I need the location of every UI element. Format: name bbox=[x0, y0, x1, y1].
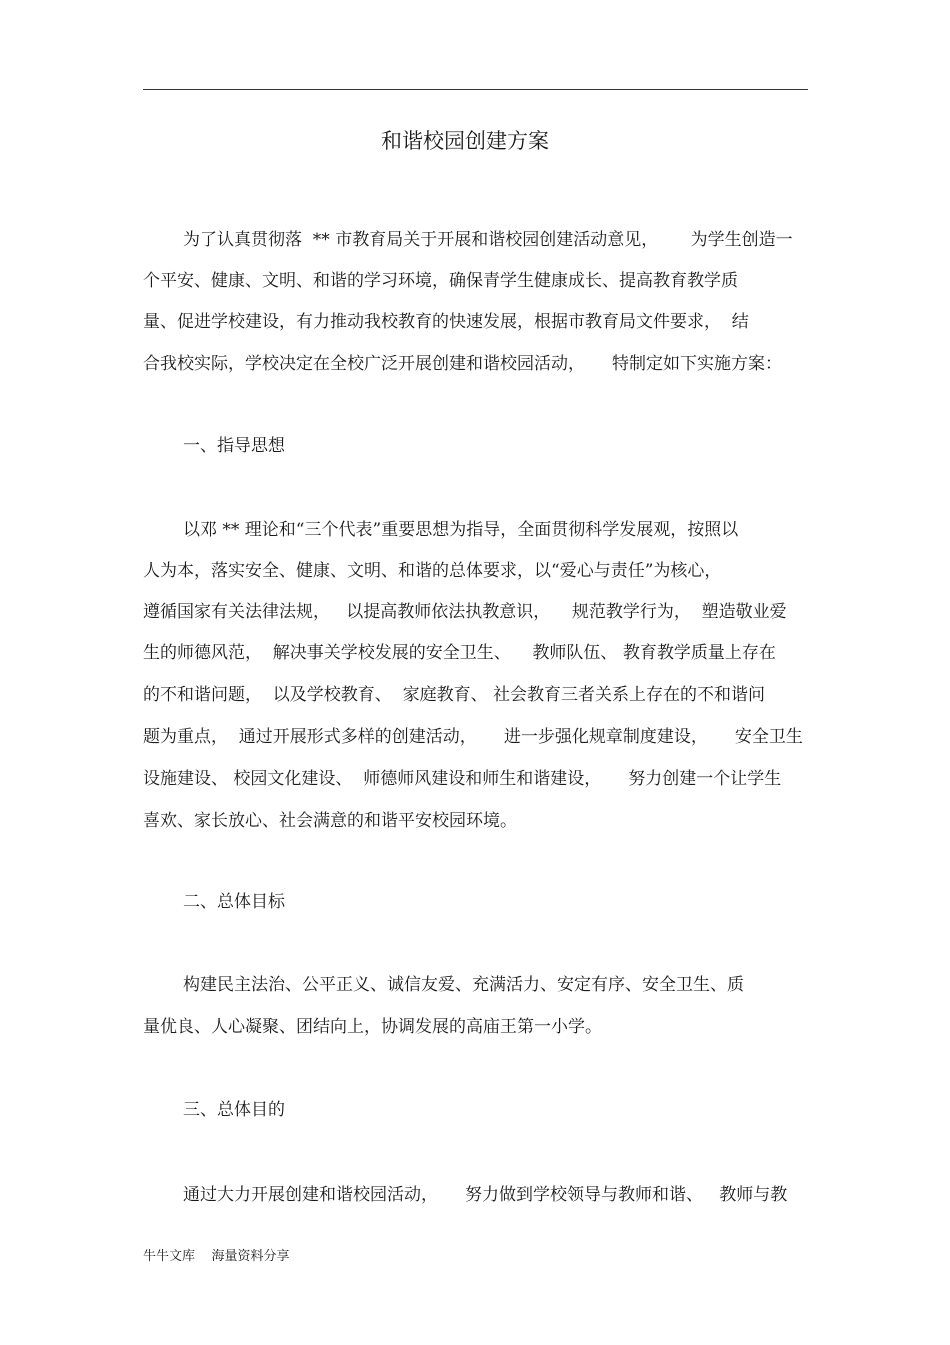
intro-line-1: 为了认真贯彻落 ** 市教育局关于开展和谐校园创建活动意见， 为学生创造一 bbox=[183, 230, 793, 250]
section-heading-guiding-thought: 一、指导思想 bbox=[183, 436, 285, 456]
section-heading-overall-goal: 二、总体目标 bbox=[183, 892, 285, 912]
section1-line-8: 喜欢、家长放心、社会满意的和谐平安校园环境。 bbox=[143, 811, 517, 831]
section1-line-2: 人为本，落实安全、健康、文明、和谐的总体要求，以“爱心与责任”为核心， bbox=[143, 561, 722, 581]
intro-line-4: 合我校实际，学校决定在全校广泛开展创建和谐校园活动， 特制定如下实施方案： bbox=[143, 354, 783, 374]
section2-line-2: 量优良、人心凝聚、团结向上，协调发展的高庙王第一小学。 bbox=[143, 1017, 602, 1037]
section2-line-1: 构建民主法治、公平正义、诚信友爱、充满活力、安定有序、安全卫生、质 bbox=[183, 975, 744, 995]
section1-line-3: 遵循国家有关法律法规， 以提高教师依法执教意识， 规范教学行为， 塑造敬业爱 bbox=[143, 602, 787, 622]
section3-line-1: 通过大力开展创建和谐校园活动， 努力做到学校领导与教师和谐、 教师与教 bbox=[183, 1185, 788, 1205]
intro-line-3: 量、促进学校建设，有力推动我校教育的快速发展，根据市教育局文件要求， 结 bbox=[143, 312, 749, 332]
page-footer: 牛牛文库 海量资料分享 bbox=[143, 1249, 290, 1264]
intro-line-2: 个平安、健康、文明、和谐的学习环境，确保青学生健康成长、提高教育教学质 bbox=[143, 271, 738, 291]
section1-line-6: 题为重点， 通过开展形式多样的创建活动， 进一步强化规章制度建设， 安全卫生 bbox=[143, 727, 803, 747]
header-rule bbox=[143, 89, 808, 90]
document-title: 和谐校园创建方案 bbox=[381, 129, 549, 153]
section1-line-5: 的不和谐问题， 以及学校教育、 家庭教育、 社会教育三者关系上存在的不和谐问 bbox=[143, 685, 766, 705]
section-heading-overall-purpose: 三、总体目的 bbox=[183, 1100, 285, 1120]
section1-line-1: 以邓 ** 理论和“三个代表”重要思想为指导，全面贯彻科学发展观，按照以 bbox=[183, 520, 739, 540]
section1-line-4: 生的师德风范， 解决事关学校发展的安全卫生、 教师队伍、 教育教学质量上存在 bbox=[143, 643, 776, 663]
section1-line-7: 设施建设、 校园文化建设、 师德师风建设和师生和谐建设， 努力创建一个让学生 bbox=[143, 769, 782, 789]
